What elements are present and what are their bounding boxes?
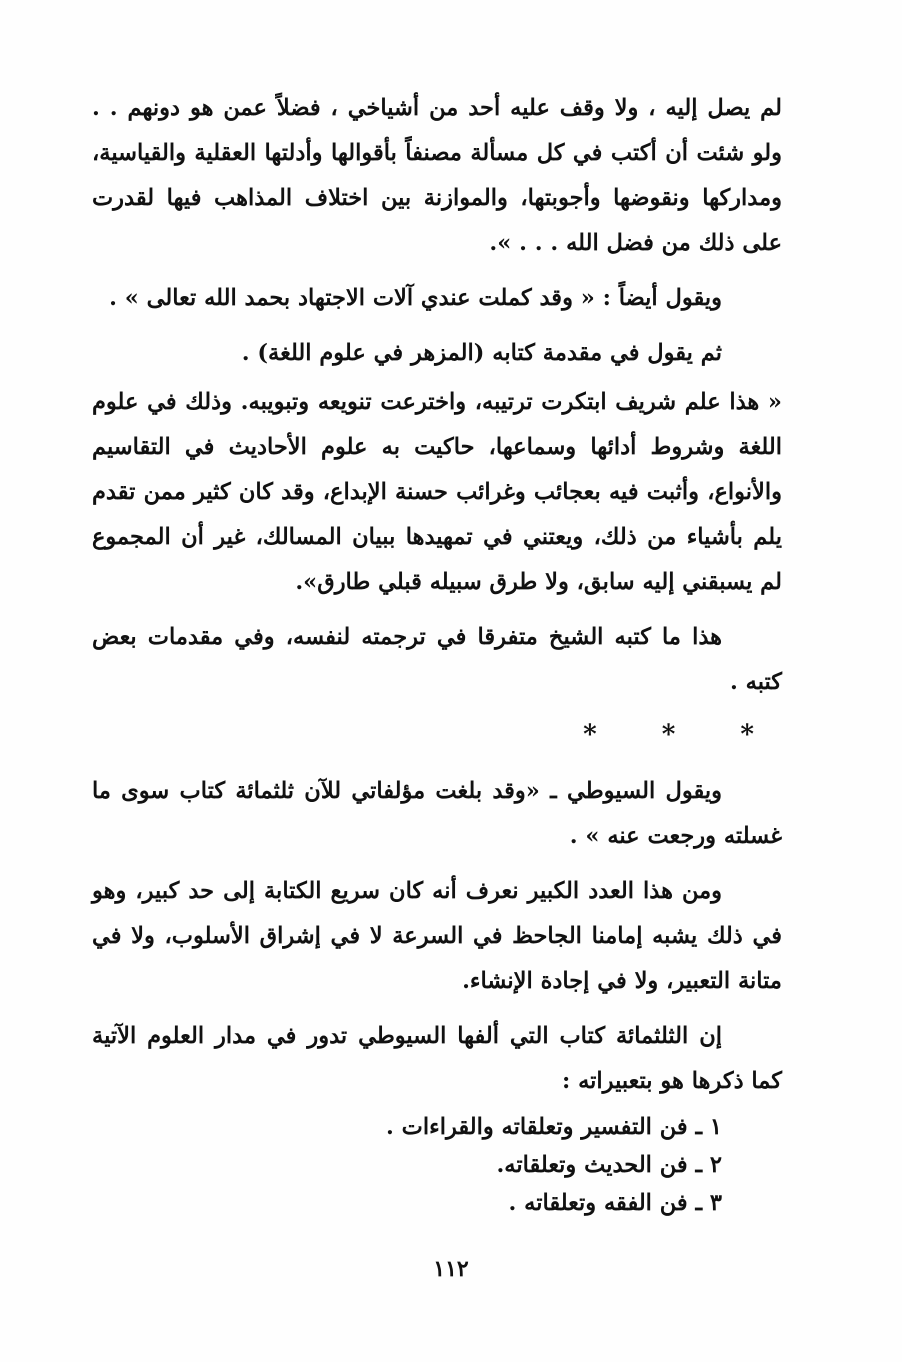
paragraph-3: ثم يقول في مقدمة كتابه (المزهر في علوم اللغة) . <box>241 340 722 366</box>
list-item: ٣ ـ فن الفقه وتعلقاته . <box>508 1190 722 1216</box>
paragraph-8: إن الثلثمائة كتاب التي ألفها السيوطي تدور في مدار العلوم الآتية كما ذكرها هو بتعبيراته : <box>92 1023 782 1094</box>
paragraph-5: هذا ما كتبه الشيخ متفرقا في ترجمته لنفسه، وفي مقدمات بعض كتبه . <box>92 624 782 695</box>
section-separator: * * * <box>583 720 782 750</box>
paragraph-6: ويقول السيوطي ـ «وقد بلغت مؤلفاتي للآن ثلثمائة كتاب سوى ما غسلته ورجعت عنه » . <box>92 778 782 849</box>
sciences-list <box>92 1108 782 1222</box>
list-item: ١ ـ فن التفسير وتعلقاته والقراءات . <box>386 1114 722 1140</box>
paragraph-2: ويقول أيضاً : « وقد كملت عندي آلات الاجتهاد بحمد الله تعالى » . <box>109 285 722 311</box>
paragraph-1: لم يصل إليه ، ولا وقف عليه أحد من أشياخي ، فضلاً عمن هو دونهم . . ولو شئت أن أكتب في كل مسألة مصنفاً بأقوالها وأدلتها العقلية والقياسية، ومداركها ونقوضها وأجوبتها، والموازنة بين اختلاف المذاهب فيها لقدرت على ذلك من فضل الله . . . ». <box>92 95 782 256</box>
page-body <box>92 86 782 1222</box>
paragraph-7: ومن هذا العدد الكبير نعرف أنه كان سريع الكتابة إلى حد كبير، وهو في ذلك يشبه إمامنا الجاحظ في السرعة لا في إشراق الأسلوب، ولا في متانة التعبير، ولا في إجادة الإنشاء. <box>92 878 782 994</box>
page-number: ١١٢ <box>433 1256 469 1282</box>
paragraph-4-quote: « هذا علم شريف ابتكرت ترتيبه، واخترعت تنويعه وتبويبه. وذلك في علوم اللغة وشروط أدائها وسماعها، حاكيت به علوم الأحاديث في التقاسيم والأنواع، وأثبت فيه بعجائب وغرائب حسنة الإبداع، وقد كان كثير ممن تقدم يلم بأشياء من ذلك، ويعتني في تمهيدها ببيان المسالك، غير أن المجموع لم يسبقني إليه سابق، ولا طرق سبيله قبلي طارق». <box>92 389 782 595</box>
list-item: ٢ ـ فن الحديث وتعلقاته. <box>496 1152 722 1178</box>
